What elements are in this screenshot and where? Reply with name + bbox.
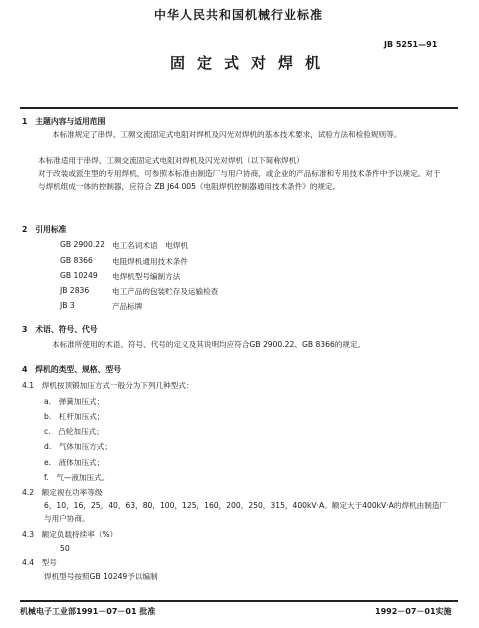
- reference-name: 电阻焊机通用技术条件: [112, 257, 188, 266]
- reference-code: JB 2836: [60, 286, 90, 295]
- org-title: 中华人民共和国机械行业标准: [154, 8, 324, 22]
- section-3-paragraph: 本标准所使用的术语、符号、代号的定义及其说明均应符合GB 2900.22、GB 8366的规定。: [52, 340, 366, 349]
- subsection-4-1: 4.1 焊机按顶锻加压方式一般分为下列几种型式：: [22, 381, 194, 390]
- section-3-heading: 3 术语、符号、代号: [22, 325, 98, 334]
- standard-number: JB 5251—91: [384, 40, 438, 49]
- reference-code: GB 2900.22: [60, 240, 105, 249]
- section-4-heading: 4 焊机的类型、规格、型号: [22, 365, 121, 374]
- subsection-4-4-text: 焊机型号按照GB 10249予以编制: [44, 572, 158, 581]
- list-item: d. 气体加压方式；: [44, 442, 112, 451]
- subsection-4-2: 4.2 额定视在功率等级: [22, 488, 103, 497]
- list-item: e. 液体加压式；: [44, 458, 105, 467]
- section-1-heading: 1 主题内容与适用范围: [22, 117, 106, 126]
- section-2-heading: 2 引用标准: [22, 225, 67, 234]
- header-rule: [20, 107, 458, 109]
- reference-code: JB 3: [60, 301, 75, 310]
- reference-code: GB 8366: [60, 256, 93, 265]
- subsection-4-4: 4.4 型号: [22, 558, 57, 567]
- reference-name: 电工名词术语 电焊机: [112, 241, 188, 250]
- list-item: c. 凸轮加压式；: [44, 427, 104, 436]
- list-item: a. 弹簧加压式；: [44, 397, 105, 406]
- footer-rule: [20, 600, 458, 602]
- list-item: f. 气—液加压式。: [44, 473, 110, 482]
- reference-code: GB 10249: [60, 271, 98, 280]
- reference-name: 电焊机型号编制方法: [112, 272, 181, 281]
- section-1-paragraph-3: 对于改装或派生型的专用焊机，可参照本标准由制造厂与用户协商，或企业的产品标准和专用技术条件中予以规定。对于与焊机组成一体的控制器，应符合 ZB J64 005《电阻焊机控制器通用技术条件》的规定。: [38, 169, 441, 191]
- subsection-4-3-value: 50: [60, 544, 70, 553]
- approval-date: 机械电子工业部1991－07－01 批准: [20, 607, 156, 616]
- subsection-4-3: 4.3 额定负载持续率（%）: [22, 530, 118, 539]
- reference-name: 产品标牌: [112, 302, 143, 311]
- reference-name: 电工产品的包装贮存及运输检查: [112, 287, 219, 296]
- subsection-4-2-text: 6，10，16，25，40，63，80，100，125，160，200，250，315，400kV·A。额定大于400kV·A的焊机由制造厂与用户协商。: [44, 501, 448, 523]
- implementation-date: 1992－07－01实施: [375, 607, 452, 616]
- section-1-paragraph-1: 本标准规定了串焊、工频交流固定式电阻对焊机及闪光对焊机的基本技术要求，试验方法和检验规则等。: [52, 130, 402, 139]
- list-item: b. 杠杆加压式；: [44, 412, 105, 421]
- section-1-paragraph-2: 本标准适用于串焊、工频交流固定式电阻对焊机及闪光对焊机（以下简称焊机）: [38, 156, 304, 165]
- document-title: 固定式对焊机: [170, 54, 333, 72]
